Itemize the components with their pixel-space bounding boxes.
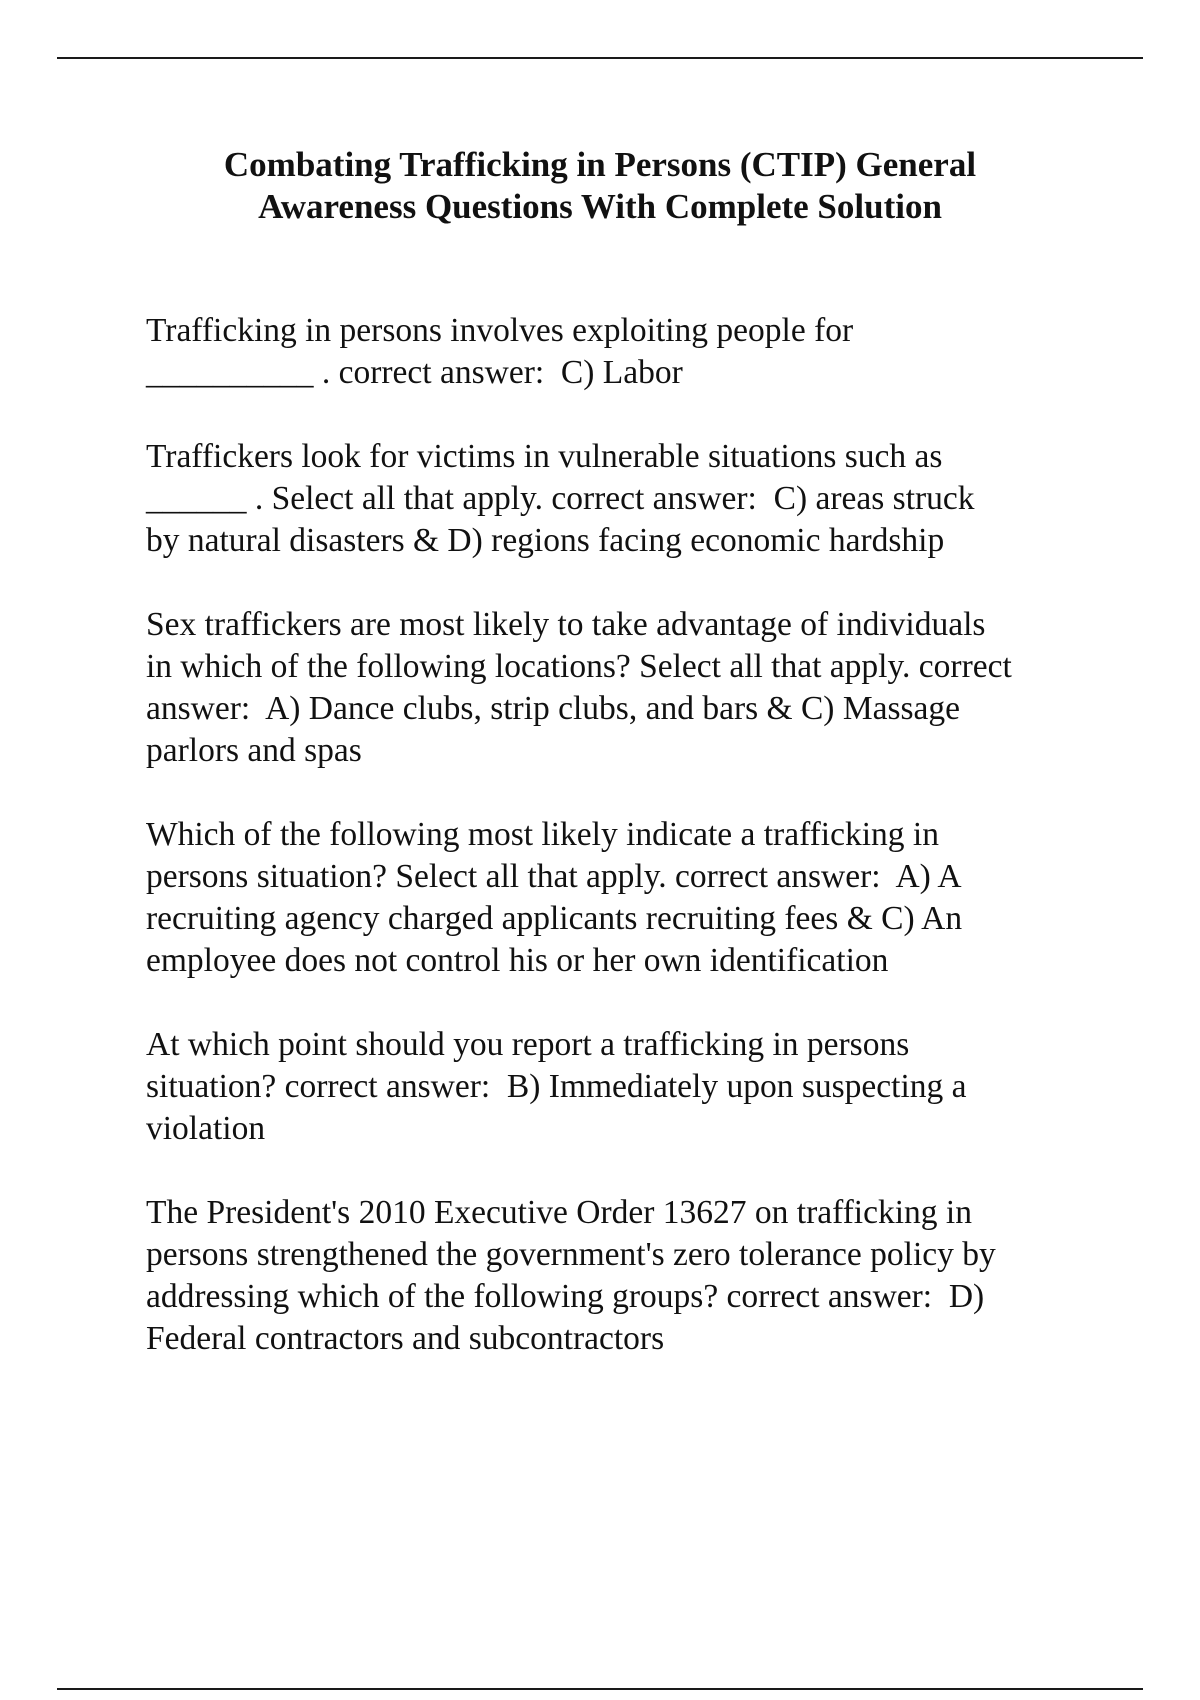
qa-line: Which of the following most likely indicate a trafficking in — [146, 816, 939, 853]
qa-line: parlors and spas — [146, 732, 362, 769]
question-answer-list — [146, 310, 1106, 1402]
qa-line: ______ . Select all that apply. correct answer: C) areas struck — [146, 480, 975, 517]
bottom-rule — [57, 1688, 1143, 1690]
qa-item — [146, 436, 1106, 562]
qa-line: Federal contractors and subcontractors — [146, 1320, 665, 1357]
qa-line: answer: A) Dance clubs, strip clubs, and bars & C) Massage — [146, 690, 961, 727]
qa-item — [146, 310, 1106, 394]
qa-line: persons strengthened the government's zero tolerance policy by — [146, 1236, 996, 1273]
top-rule — [57, 57, 1143, 59]
qa-item — [146, 1024, 1106, 1150]
document-title — [150, 144, 1050, 228]
qa-line: violation — [146, 1110, 266, 1147]
qa-line: employee does not control his or her own identification — [146, 942, 889, 979]
qa-line: Traffickers look for victims in vulnerable situations such as — [146, 438, 943, 475]
qa-line: At which point should you report a trafficking in persons — [146, 1026, 910, 1063]
qa-line: by natural disasters & D) regions facing economic hardship — [146, 522, 945, 559]
qa-line: in which of the following locations? Select all that apply. correct — [146, 648, 1012, 685]
qa-line: persons situation? Select all that apply. correct answer: A) A — [146, 858, 962, 895]
qa-line: Sex traffickers are most likely to take advantage of individuals — [146, 606, 986, 643]
title-line: Awareness Questions With Complete Solution — [258, 187, 942, 226]
qa-line: The President's 2010 Executive Order 13627 on trafficking in — [146, 1194, 972, 1231]
qa-line: Trafficking in persons involves exploiting people for — [146, 312, 854, 349]
qa-line: recruiting agency charged applicants recruiting fees & C) An — [146, 900, 963, 937]
qa-line: __________ . correct answer: C) Labor — [146, 354, 683, 391]
qa-item — [146, 604, 1106, 772]
qa-line: addressing which of the following groups? correct answer: D) — [146, 1278, 985, 1315]
qa-item — [146, 1192, 1106, 1360]
qa-line: situation? correct answer: B) Immediately upon suspecting a — [146, 1068, 967, 1105]
title-line: Combating Trafficking in Persons (CTIP) General — [223, 145, 977, 184]
qa-item — [146, 814, 1106, 982]
